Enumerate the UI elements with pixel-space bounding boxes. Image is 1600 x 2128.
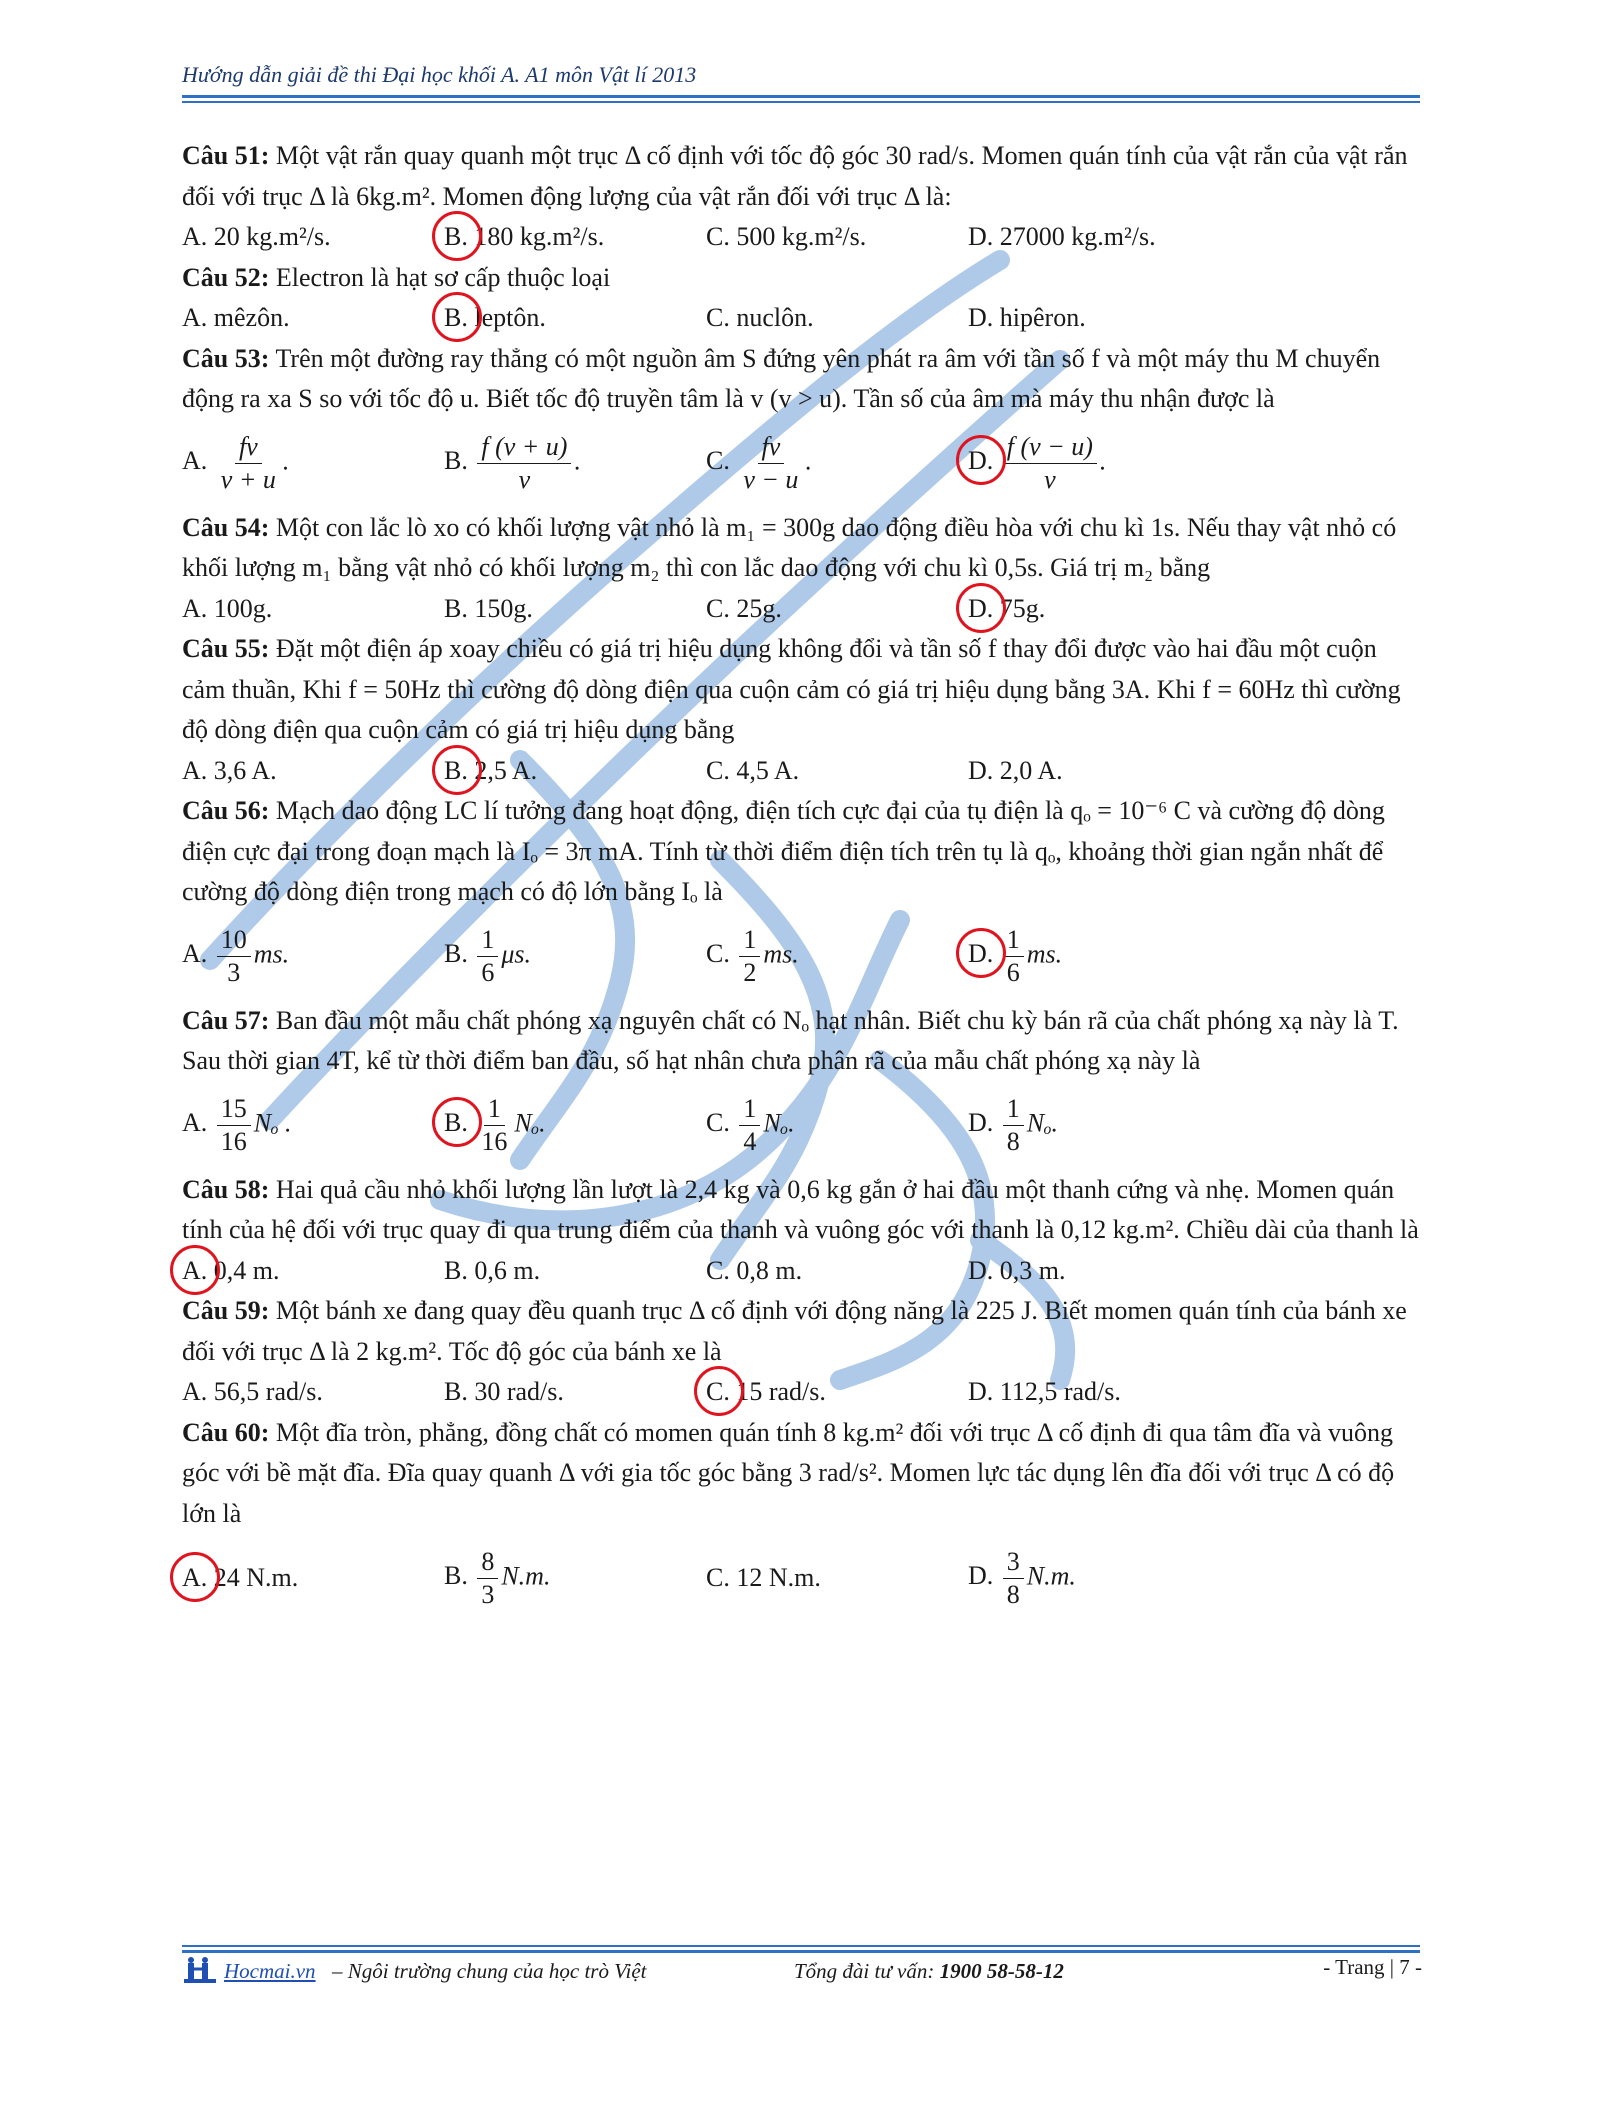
answer-option-b[interactable] (444, 431, 706, 496)
option-unit: . (1099, 446, 1107, 476)
option-text: 24 N.m. (213, 1562, 299, 1592)
question-stem (182, 1413, 1422, 1535)
option-label: C. (706, 1372, 730, 1413)
fraction-denominator: v + u (220, 465, 276, 494)
answer-option-a[interactable] (182, 751, 444, 792)
question-number: Câu 51: (182, 141, 270, 170)
answer-options (182, 1251, 1422, 1292)
option-text: 4,5 A. (736, 755, 800, 785)
option-text: mêzôn. (213, 303, 290, 332)
option-text: leptôn. (474, 303, 546, 332)
option-unit: ms. (1026, 939, 1063, 969)
answer-options (182, 420, 1422, 508)
fraction-denominator: 8 (1006, 1127, 1020, 1156)
footer-rule (182, 1950, 1420, 1953)
fraction-numerator: fv (758, 431, 785, 464)
fraction-denominator: 6 (1006, 958, 1020, 987)
option-label: B. (444, 1103, 468, 1144)
question-stem (182, 629, 1422, 751)
option-fraction (1003, 924, 1024, 989)
answer-option-d[interactable] (968, 1093, 1230, 1158)
header-rule (182, 95, 1420, 98)
option-text: 0,4 m. (213, 1255, 280, 1285)
option-label: D. (968, 441, 993, 482)
option-text: 150g. (474, 593, 533, 623)
question-number: Câu 59: (182, 1296, 270, 1325)
answer-option-a[interactable] (182, 1251, 444, 1292)
option-label: A. (182, 939, 208, 969)
option-text: 500 kg.m²/s. (736, 222, 867, 251)
answer-option-a[interactable] (182, 589, 444, 630)
option-text: 30 rad/s. (474, 1377, 564, 1406)
fraction-denominator: 3 (481, 1579, 495, 1609)
question-number: Câu 55: (182, 634, 270, 663)
fraction-denominator: 8 (1006, 1579, 1020, 1609)
answer-option-a[interactable] (182, 1558, 444, 1599)
option-label: A. (182, 222, 208, 251)
option-fraction (217, 431, 280, 496)
answer-option-b[interactable] (444, 217, 706, 258)
answer-option-d[interactable] (968, 431, 1230, 496)
option-label: C. (706, 1255, 730, 1285)
question-stem (182, 791, 1422, 913)
answer-option-d[interactable] (968, 1372, 1230, 1413)
answer-option-b[interactable] (444, 1251, 706, 1292)
option-fraction (1003, 431, 1097, 496)
answer-option-c[interactable] (706, 751, 968, 792)
fraction-denominator: 2 (743, 958, 757, 987)
option-label: C. (706, 222, 730, 251)
answer-option-c[interactable] (706, 924, 968, 989)
fraction-numerator: 15 (217, 1093, 251, 1126)
answer-option-c[interactable] (706, 431, 968, 496)
question-text: Hai quả cầu nhỏ khối lượng lần lượt là 2,4 kg và 0,6 kg gắn ở hai đầu một thanh cứng và nhẹ. Momen quán tính của hệ đối với trục quay đi qua trung điểm của thanh và vuông góc với thanh là 0,12 kg.m². Chiều dài của thanh là (182, 1174, 1419, 1244)
footer-brand-link[interactable]: Hocmai.vn (224, 1959, 316, 1983)
question-stem (182, 136, 1422, 217)
option-fraction (477, 1546, 498, 1611)
option-label: B. (444, 751, 468, 792)
option-label: A. (182, 755, 208, 785)
fraction-denominator: v (1044, 465, 1056, 494)
answer-options (182, 913, 1422, 1001)
question-text: Một đĩa tròn, phẳng, đồng chất có momen quán tính 8 kg.m² đối với trục Δ cố định đi qua tâm đĩa và vuông góc với bề mặt đĩa. Đĩa quay quanh Δ với gia tốc góc bằng 3 rad/s². Momen lực tác dụng lên đĩa đối với trục Δ có độ lớn là (182, 1417, 1395, 1528)
question-stem (182, 508, 1422, 589)
option-unit: N.m. (1026, 1560, 1076, 1590)
option-label: B. (444, 298, 468, 339)
footer-slogan: – Ngôi trường chung của học trò Việt (332, 1959, 647, 1983)
question-text: Mạch dao động LC lí tưởng đang hoạt động, điện tích cực đại của tụ điện là qₒ = 10⁻⁶ C và cường độ dòng điện cực đại trong đoạn mạch là Iₒ = 3π mA. Tính từ thời điểm điện tích trên tụ là qₒ, khoảng thời gian ngắn nhất để cường độ dòng điện trong mạch có độ lớn bằng Iₒ là (182, 796, 1385, 906)
fraction-numerator: 3 (1003, 1546, 1024, 1579)
answer-option-c[interactable] (706, 1372, 968, 1413)
option-text: 180 kg.m²/s. (474, 222, 605, 251)
question-text: Đặt một điện áp xoay chiều có giá trị hiệu dụng không đổi và tần số f thay đổi được vào hai đầu một cuộn cảm thuần, Khi f = 50Hz thì cường độ dòng điện qua cuộn cảm có giá trị hiệu dụng bằng 3A. Khi f = 60Hz thì cường độ dòng điện qua cuộn cảm có giá trị hiệu dụng bằng (182, 634, 1401, 744)
question-number: Câu 56: (182, 796, 270, 825)
answer-option-a[interactable] (182, 1093, 444, 1158)
option-unit: Nₒ. (1026, 1108, 1059, 1138)
question-number: Câu 53: (182, 343, 270, 373)
option-text: 12 N.m. (736, 1562, 821, 1592)
option-label: D. (968, 589, 993, 630)
option-text: 0,8 m. (736, 1255, 803, 1285)
answer-option-d[interactable] (968, 751, 1230, 792)
option-label: D. (968, 934, 993, 975)
option-label: C. (706, 303, 730, 332)
option-label: A. (182, 1558, 207, 1599)
option-text: 100g. (213, 593, 273, 623)
option-fraction (739, 924, 760, 989)
option-label: B. (444, 593, 468, 623)
questions-list (182, 136, 1422, 1622)
option-label: D. (968, 1255, 994, 1285)
question-number: Câu 52: (182, 262, 270, 292)
fraction-numerator: 1 (739, 1093, 760, 1126)
option-unit: Nₒ. (514, 1108, 546, 1138)
fraction-numerator: 1 (1003, 924, 1024, 957)
option-fraction (217, 924, 251, 989)
option-unit: ms. (763, 939, 799, 969)
question-number: Câu 57: (182, 1005, 270, 1035)
option-label: D. (968, 222, 994, 251)
option-unit: μs. (501, 939, 532, 969)
option-text: 3,6 A. (213, 755, 277, 785)
option-text: 15 rad/s. (736, 1377, 826, 1406)
fraction-numerator: 1 (477, 924, 498, 957)
option-fraction (739, 1093, 760, 1158)
option-label: A. (182, 593, 208, 623)
answer-option-c[interactable] (706, 1251, 968, 1292)
option-label: A. (182, 446, 208, 476)
fraction-numerator: f (v − u) (1003, 431, 1097, 464)
option-label: B. (444, 1560, 468, 1590)
question-stem (182, 1291, 1422, 1372)
option-unit: ms. (253, 939, 290, 969)
option-label: C. (706, 1108, 730, 1138)
hotline-label: Tổng đài tư vấn: (794, 1959, 935, 1983)
option-label: A. (182, 303, 208, 332)
answer-options (182, 589, 1422, 630)
option-label: A. (182, 1377, 208, 1406)
option-label: D. (968, 1560, 994, 1590)
fraction-numerator: 8 (477, 1546, 498, 1579)
answer-option-c[interactable] (706, 1093, 968, 1158)
fraction-denominator: 3 (227, 958, 241, 987)
answer-option-b[interactable] (444, 1093, 706, 1158)
option-unit: . (282, 446, 290, 476)
option-text: 2,0 A. (999, 755, 1063, 785)
option-fraction (217, 1093, 251, 1158)
option-unit: Nₒ. (763, 1108, 795, 1138)
option-label: D. (968, 1377, 994, 1406)
fraction-denominator: v (518, 465, 531, 494)
fraction-numerator: 1 (1003, 1093, 1024, 1126)
answer-options (182, 751, 1422, 792)
fraction-numerator: 10 (217, 924, 251, 957)
option-fraction (477, 1093, 511, 1158)
answer-option-d[interactable] (968, 589, 1230, 630)
fraction-denominator: 6 (481, 958, 495, 987)
question-text: Một vật rắn quay quanh một trục Δ cố định với tốc độ góc 30 rad/s. Momen quán tính của vật rắn của vật rắn đối với trục Δ là 6kg.m². Momen động lượng của vật rắn đối với trục Δ là: (182, 141, 1408, 211)
fraction-denominator: 16 (220, 1127, 247, 1156)
option-fraction (739, 431, 802, 496)
option-text: hipêron. (999, 303, 1086, 332)
option-label: B. (444, 446, 468, 476)
answer-options (182, 1534, 1422, 1622)
answer-option-b[interactable] (444, 924, 706, 989)
option-text: 75g. (999, 593, 1046, 623)
question-number: Câu 58: (182, 1174, 270, 1204)
answer-option-d[interactable] (968, 217, 1230, 258)
option-label: C. (706, 755, 730, 785)
option-text: 0,3 m. (999, 1255, 1066, 1285)
option-label: D. (968, 303, 994, 332)
fraction-denominator: 4 (743, 1127, 757, 1156)
question-stem (182, 339, 1422, 420)
fraction-numerator: fv (235, 431, 262, 464)
option-label: C. (706, 446, 730, 476)
answer-option-b[interactable] (444, 1546, 706, 1611)
header-rule-thin (182, 101, 1420, 103)
answer-option-d[interactable] (968, 1546, 1230, 1611)
fraction-numerator: f (v + u) (477, 431, 571, 464)
answer-options (182, 217, 1422, 258)
question-text: Một bánh xe đang quay đều quanh trục Δ cố định với động năng là 225 J. Biết momen quán tính của bánh xe đối với trục Δ là 2 kg.m². Tốc độ góc của bánh xe là (182, 1296, 1407, 1366)
option-label: C. (706, 939, 730, 969)
option-text: nuclôn. (736, 303, 814, 332)
hocmai-logo-icon (182, 1957, 218, 1985)
page-number: - Trang | 7 - (1323, 1955, 1422, 1979)
option-text: 112,5 rad/s. (999, 1377, 1121, 1406)
question-text: Ban đầu một mẫu chất phóng xạ nguyên chất có Nₒ hạt nhân. Biết chu kỳ bán rã của chất phóng xạ này là T. Sau thời gian 4T, kể từ thời điểm ban đầu, số hạt nhân chưa phân rã của mẫu chất phóng xạ này là (182, 1005, 1399, 1075)
fraction-numerator: 1 (484, 1093, 505, 1126)
option-text: 0,6 m. (474, 1255, 541, 1285)
answer-option-c[interactable] (706, 217, 968, 258)
option-text: 27000 kg.m²/s. (999, 222, 1156, 251)
question-stem (182, 1170, 1422, 1251)
option-text: 25g. (736, 593, 782, 623)
answer-option-c[interactable] (706, 589, 968, 630)
option-label: C. (706, 1562, 730, 1592)
answer-options (182, 1082, 1422, 1170)
answer-option-b[interactable] (444, 298, 706, 339)
question-text: Trên một đường ray thẳng có một nguồn âm S đứng yên phát ra âm với tần số f và một máy thu M chuyển động ra xa S so với tốc độ u. Biết tốc độ truyền tâm là v (v > u). Tần số của âm mà máy thu nhận được là (182, 343, 1381, 413)
answer-options (182, 298, 1422, 339)
fraction-numerator: 1 (739, 924, 760, 957)
answer-option-a[interactable] (182, 298, 444, 339)
footer-rule-thin (182, 1945, 1420, 1947)
option-text: 56,5 rad/s. (213, 1377, 323, 1406)
answer-option-c[interactable] (706, 298, 968, 339)
answer-option-d[interactable] (968, 924, 1230, 989)
option-fraction (477, 924, 498, 989)
question-number: Câu 54: (182, 512, 270, 542)
answer-option-a[interactable] (182, 431, 444, 496)
answer-option-c[interactable] (706, 1558, 968, 1599)
option-fraction (477, 431, 571, 496)
page-header-title: Hướng dẫn giải đề thi Đại học khối A. A1 môn Vật lí 2013 (182, 62, 697, 87)
option-unit: N.m. (501, 1560, 551, 1590)
answer-option-d[interactable] (968, 298, 1230, 339)
option-label: B. (444, 1377, 468, 1406)
question-stem (182, 1001, 1422, 1082)
option-label: A. (182, 1251, 207, 1292)
option-unit: Nₒ . (253, 1108, 292, 1138)
hotline-number: 1900 58-58-12 (939, 1959, 1064, 1983)
question-text: Electron là hạt sơ cấp thuộc loại (275, 262, 611, 292)
answer-option-a[interactable] (182, 1372, 444, 1413)
fraction-denominator: v − u (743, 465, 799, 494)
question-text: Một con lắc lò xo có khối lượng vật nhỏ là m₁ = 300g dao động điều hòa với chu kì 1s. Nếu thay vật nhỏ có khối lượng m₁ bằng vật nhỏ có khối lượng m₂ thì con lắc dao động với chu kì 0,5s. Giá trị m₂ bằng (182, 512, 1397, 582)
option-label: B. (444, 1255, 468, 1285)
option-text: 2,5 A. (474, 755, 538, 785)
answer-option-b[interactable] (444, 589, 706, 630)
answer-option-b[interactable] (444, 751, 706, 792)
option-fraction (1003, 1093, 1024, 1158)
option-label: B. (444, 939, 468, 969)
option-label: A. (182, 1108, 208, 1138)
answer-options (182, 1372, 1422, 1413)
option-label: B. (444, 217, 468, 258)
option-label: C. (706, 593, 730, 623)
option-fraction (1003, 1546, 1024, 1611)
fraction-denominator: 16 (481, 1127, 508, 1156)
answer-option-d[interactable] (968, 1251, 1230, 1292)
question-stem (182, 258, 1422, 299)
option-label: D. (968, 755, 994, 785)
footer-hotline (794, 1959, 1064, 1984)
answer-option-b[interactable] (444, 1372, 706, 1413)
answer-option-a[interactable] (182, 217, 444, 258)
option-unit: . (574, 446, 581, 476)
answer-option-a[interactable] (182, 924, 444, 989)
option-unit: . (805, 446, 812, 476)
question-number: Câu 60: (182, 1417, 270, 1447)
option-text: 20 kg.m²/s. (213, 222, 331, 251)
option-label: D. (968, 1108, 994, 1138)
